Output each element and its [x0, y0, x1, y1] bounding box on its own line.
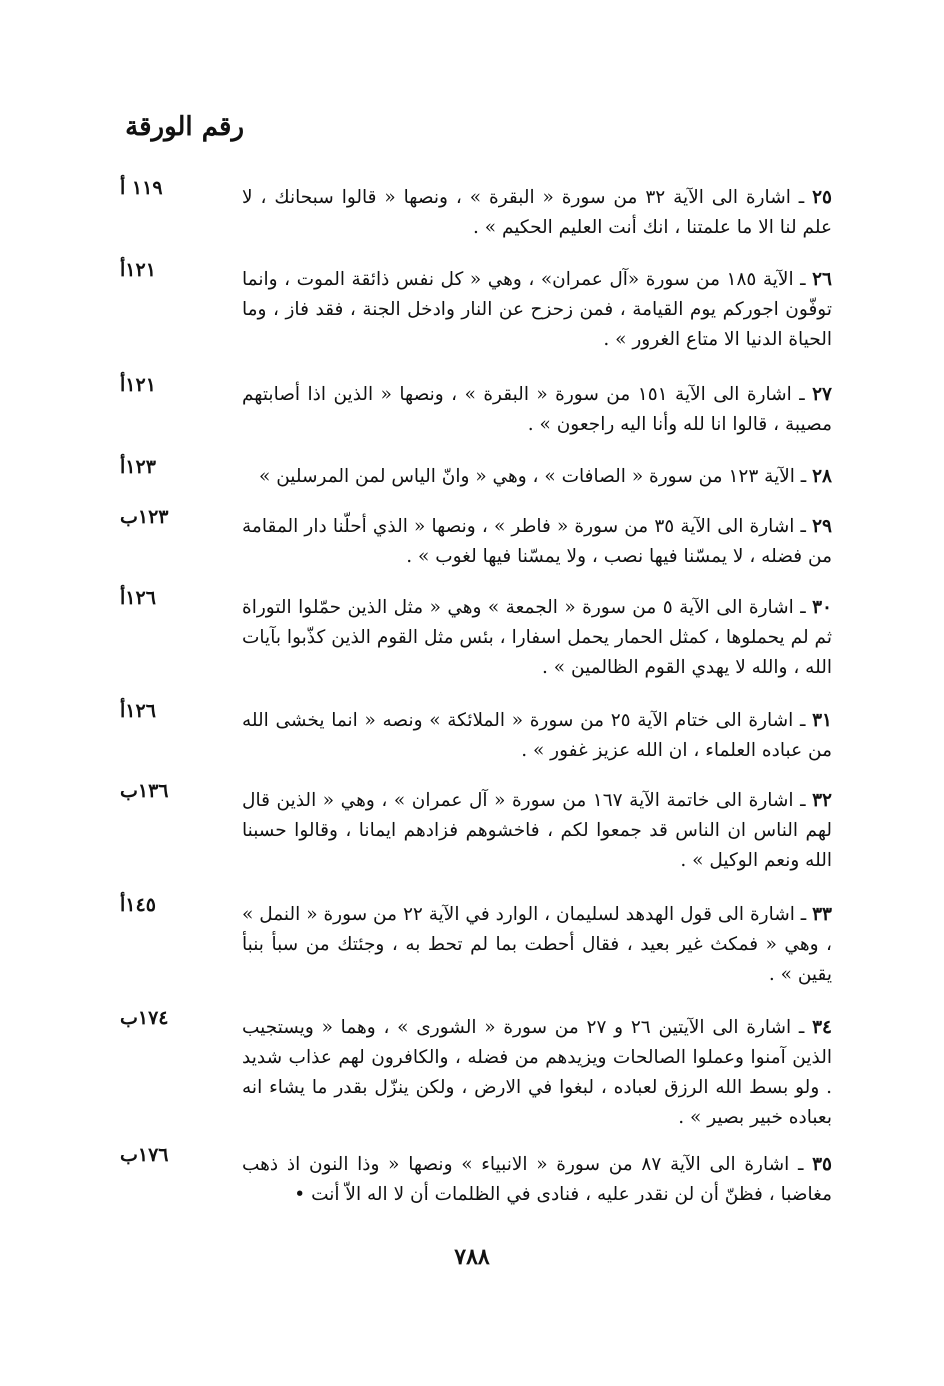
- footnote-body: ـ اشارة الى قول الهدهد لسليمان ، الوارد في الآية ٢٢ من سورة « النمل » ، وهي « فمكث غير بعيد ، فقال أحطت بما لم تحط به ، وجئتك من سبأ بنبأ يقين » .: [242, 904, 832, 985]
- footnote-entry: [120, 587, 832, 685]
- footnote-entry: [120, 894, 832, 992]
- footnote-entry: [120, 506, 832, 574]
- folio-reference: ١٢٦أ: [120, 587, 156, 609]
- footnote-text: [242, 786, 832, 876]
- folio-column-heading: رقم الورقة: [125, 112, 244, 142]
- footnote-body: ـ الآية ١٢٣ من سورة « الصافات » ، وهي « وانّ الياس لمن المرسلين »: [259, 466, 807, 487]
- folio-reference: ١٧٤ب: [120, 1007, 169, 1029]
- footnote-number: ٣٢: [812, 790, 832, 811]
- folio-reference: ١٣٦ب: [120, 780, 169, 802]
- footnote-text: [242, 265, 832, 355]
- folio-reference: ١١٩ أ: [120, 177, 163, 199]
- footnote-body: ـ اشارة الى الآيتين ٢٦ و ٢٧ من سورة « الشورى » ، وهما « ويستجيب الذين آمنوا وعملوا الصالحات ويزيدهم من فضله ، والكافرون لهم عذاب شديد . ولو بسط الله الرزق لعباده ، لبغوا في الارض ، ولكن ينزّل بقدر ما يشاء انه بعباده خبير بصير » .: [242, 1017, 832, 1128]
- footnote-entry: [120, 700, 832, 768]
- folio-reference: ١٢١أ: [120, 374, 156, 396]
- folio-reference: ١٢٣ب: [120, 506, 169, 528]
- footnote-number: ٢٧: [812, 384, 832, 405]
- footnote-number: ٣٥: [812, 1154, 832, 1175]
- footnote-number: ٢٥: [812, 187, 832, 208]
- footnote-number: ٢٩: [812, 516, 832, 537]
- footnote-body: ـ اشارة الى خاتمة الآية ١٦٧ من سورة « آل عمران » ، وهي « الذين قال لهم الناس ان الناس قد جمعوا لكم ، فاخشوهم فزادهم ايمانا ، وقالوا حسبنا الله ونعم الوكيل » .: [242, 790, 832, 871]
- footnote-text: [242, 512, 832, 572]
- footnote-entry: [120, 1007, 832, 1135]
- footnote-number: ٣٤: [812, 1017, 832, 1038]
- footnote-body: ـ اشارة الى الآية ٣٢ من سورة « البقرة » ، ونصها « قالوا سبحانك ، لا علم لنا الا ما علمتنا ، انك أنت العليم الحكيم » .: [242, 187, 832, 238]
- footnote-number: ٣٠: [812, 597, 832, 618]
- footnote-number: ٢٨: [812, 466, 832, 487]
- footnote-number: ٣١: [812, 710, 832, 731]
- footnote-body: ـ اشارة الى الآية ١٥١ من سورة « البقرة » ، ونصها « الذين اذا أصابتهم مصيبة ، قالوا انا لله وأنا اليه راجعون » .: [242, 384, 832, 435]
- footnote-entry: [120, 374, 832, 442]
- footnote-text: [242, 380, 832, 440]
- footnote-number: ٢٦: [812, 269, 832, 290]
- footnote-text: [242, 462, 832, 492]
- footnote-body: ـ اشارة الى الآية ٣٥ من سورة « فاطر » ، ونصها « الذي أحلّنا دار المقامة من فضله ، لا يمسّنا فيها نصب ، ولا يمسّنا فيها لغوب » .: [242, 516, 832, 567]
- footnote-entry: [120, 456, 832, 494]
- page-number: ٧٨٨: [454, 1244, 490, 1270]
- footnote-text: [242, 183, 832, 243]
- footnote-body: ـ اشارة الى الآية ٨٧ من سورة « الانبياء » ونصها « وذا النون اذ ذهب مغاضبا ، فظنّ أن لن نقدر عليه ، فنادى في الظلمات أن لا اله الاّ أنت •: [242, 1154, 832, 1205]
- footnote-text: [242, 1150, 832, 1210]
- footnote-text: [242, 900, 832, 990]
- footnote-entry: [120, 177, 832, 245]
- footnote-body: ـ الآية ١٨٥ من سورة «آل عمران» ، وهي « كل نفس ذائقة الموت ، وانما توفّون اجوركم يوم القيامة ، فمن زحزح عن النار وادخل الجنة ، فقد فاز ، وما الحياة الدنيا الا متاع الغرور » .: [242, 269, 832, 350]
- folio-reference: ١٢٦أ: [120, 700, 156, 722]
- footnote-entry: [120, 780, 832, 878]
- folio-reference: ١٢٣أ: [120, 456, 156, 478]
- footnote-number: ٣٣: [812, 904, 832, 925]
- folio-reference: ١٧٦ب: [120, 1144, 169, 1166]
- footnote-body: ـ اشارة الى الآية ٥ من سورة « الجمعة » وهي « مثل الذين حمّلوا التوراة ثم لم يحملوها ، كمثل الحمار يحمل اسفارا ، بئس مثل القوم الذين كذّبوا بآيات الله ، والله لا يهدي القوم الظالمين » .: [242, 597, 832, 678]
- footnote-text: [242, 593, 832, 683]
- folio-reference: ١٤٥أ: [120, 894, 156, 916]
- footnote-entry: [120, 259, 832, 357]
- folio-reference: ١٢١أ: [120, 259, 156, 281]
- footnote-body: ـ اشارة الى ختام الآية ٢٥ من سورة « الملائكة » ونصه « انما يخشى الله من عباده العلماء ، ان الله عزيز غفور » .: [242, 710, 832, 761]
- footnote-text: [242, 706, 832, 766]
- footnote-text: [242, 1013, 832, 1133]
- footnote-entry: [120, 1144, 832, 1212]
